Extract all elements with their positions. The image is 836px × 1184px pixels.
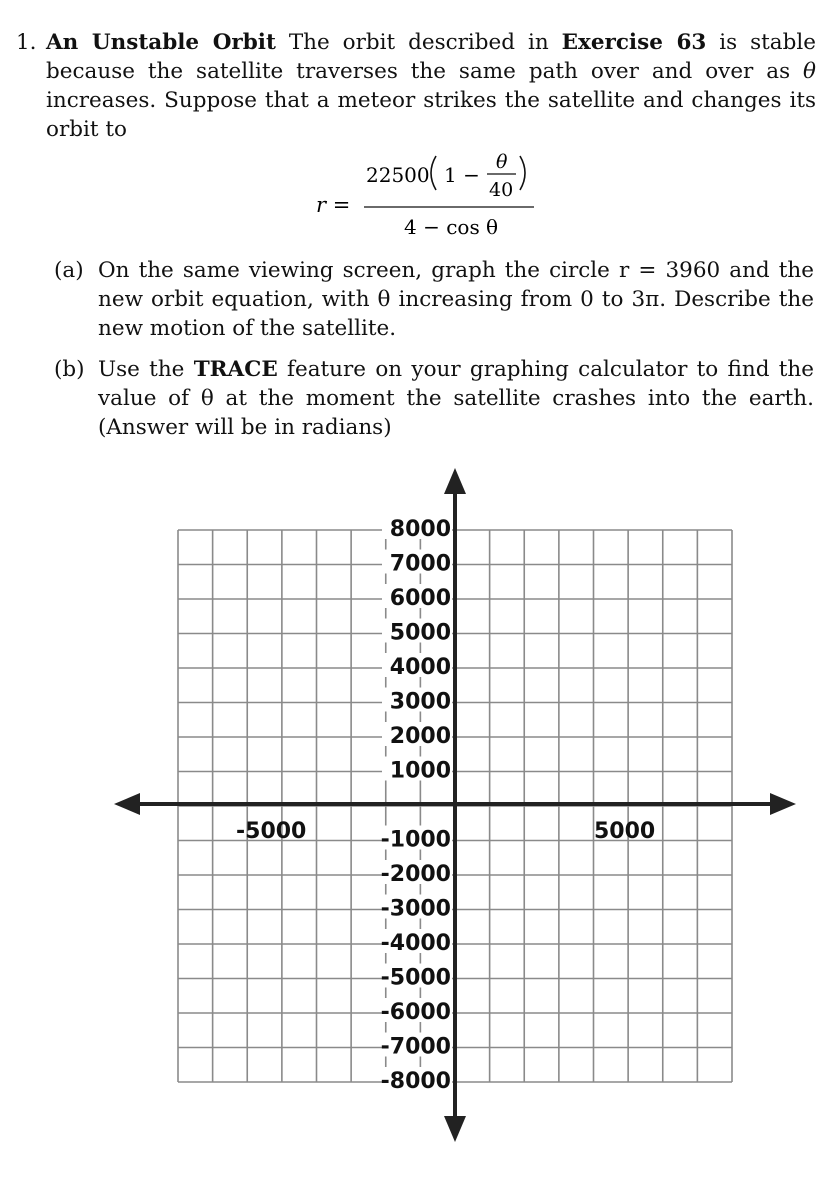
y-tick-label: 4000 xyxy=(389,655,451,680)
equation-one-minus: 1 − xyxy=(444,163,480,187)
y-tick-label: -8000 xyxy=(380,1069,451,1094)
problem-text-3: increases. Suppose that a meteor strikes the satellite and changes its orbit to xyxy=(46,88,816,142)
y-tick-label: -3000 xyxy=(380,896,451,922)
x-tick-label: -5000 xyxy=(236,819,307,844)
problem-body xyxy=(46,28,816,144)
part-b-text-pre: Use the xyxy=(98,357,194,382)
orbit-equation xyxy=(0,146,836,241)
part-b-text-post: feature on your graphing calculator to find the value of θ at the moment the satellite crashes into the earth. (Answer will be in radians) xyxy=(98,357,814,440)
problem-text-2: is stable because the satellite traverses the same path over and over as xyxy=(46,30,816,84)
y-tick-label: 8000 xyxy=(389,517,451,542)
y-tick-label: -5000 xyxy=(380,965,451,991)
part-b xyxy=(54,355,814,442)
y-tick-label: -4000 xyxy=(380,931,451,956)
y-tick-label: -1000 xyxy=(380,827,451,853)
x-axis-left-arrow xyxy=(114,793,140,815)
problem-number: 1. xyxy=(16,30,37,55)
part-a xyxy=(54,256,814,343)
problem-title: An Unstable Orbit xyxy=(46,30,276,55)
right-paren xyxy=(520,156,525,190)
y-tick-label: 5000 xyxy=(389,620,451,646)
part-b-text xyxy=(98,355,814,442)
y-tick-label: 3000 xyxy=(389,689,451,715)
y-tick-label: -2000 xyxy=(380,862,451,887)
problem-statement xyxy=(16,28,816,144)
y-tick-label: 7000 xyxy=(389,551,451,577)
trace-keyword: TRACE xyxy=(193,357,278,382)
theta-symbol: θ xyxy=(803,59,816,84)
equation-lhs: r = xyxy=(316,193,351,217)
left-paren xyxy=(431,156,436,190)
problem-parts xyxy=(54,256,814,454)
problem-text-1: The orbit described in xyxy=(275,30,562,55)
part-b-label: (b) xyxy=(54,357,85,382)
y-tick-label: 1000 xyxy=(389,758,451,784)
x-tick-label: 5000 xyxy=(594,819,656,844)
y-tick-label: -6000 xyxy=(380,1000,451,1025)
x-axis-right-arrow xyxy=(770,793,796,815)
part-a-text: On the same viewing screen, graph the circle r = 3960 and the new orbit equation, with θ increasing from 0 to 3π. Describe the new motion of the satellite. xyxy=(98,258,814,341)
exercise-reference: Exercise 63 xyxy=(561,30,707,55)
y-tick-label: 6000 xyxy=(389,586,451,611)
y-axis-up-arrow xyxy=(444,468,466,494)
equation-coefficient: 22500 xyxy=(366,163,430,187)
coordinate-grid xyxy=(0,462,836,1184)
fraction-numerator: θ xyxy=(496,151,508,173)
y-tick-label: 2000 xyxy=(389,724,451,749)
fraction-denominator: 40 xyxy=(489,179,514,201)
y-axis-down-arrow xyxy=(444,1116,466,1142)
y-tick-label: -7000 xyxy=(380,1034,451,1060)
equation-denominator: 4 − cos θ xyxy=(404,215,499,239)
part-a-label: (a) xyxy=(54,258,84,283)
axes xyxy=(114,468,796,1142)
